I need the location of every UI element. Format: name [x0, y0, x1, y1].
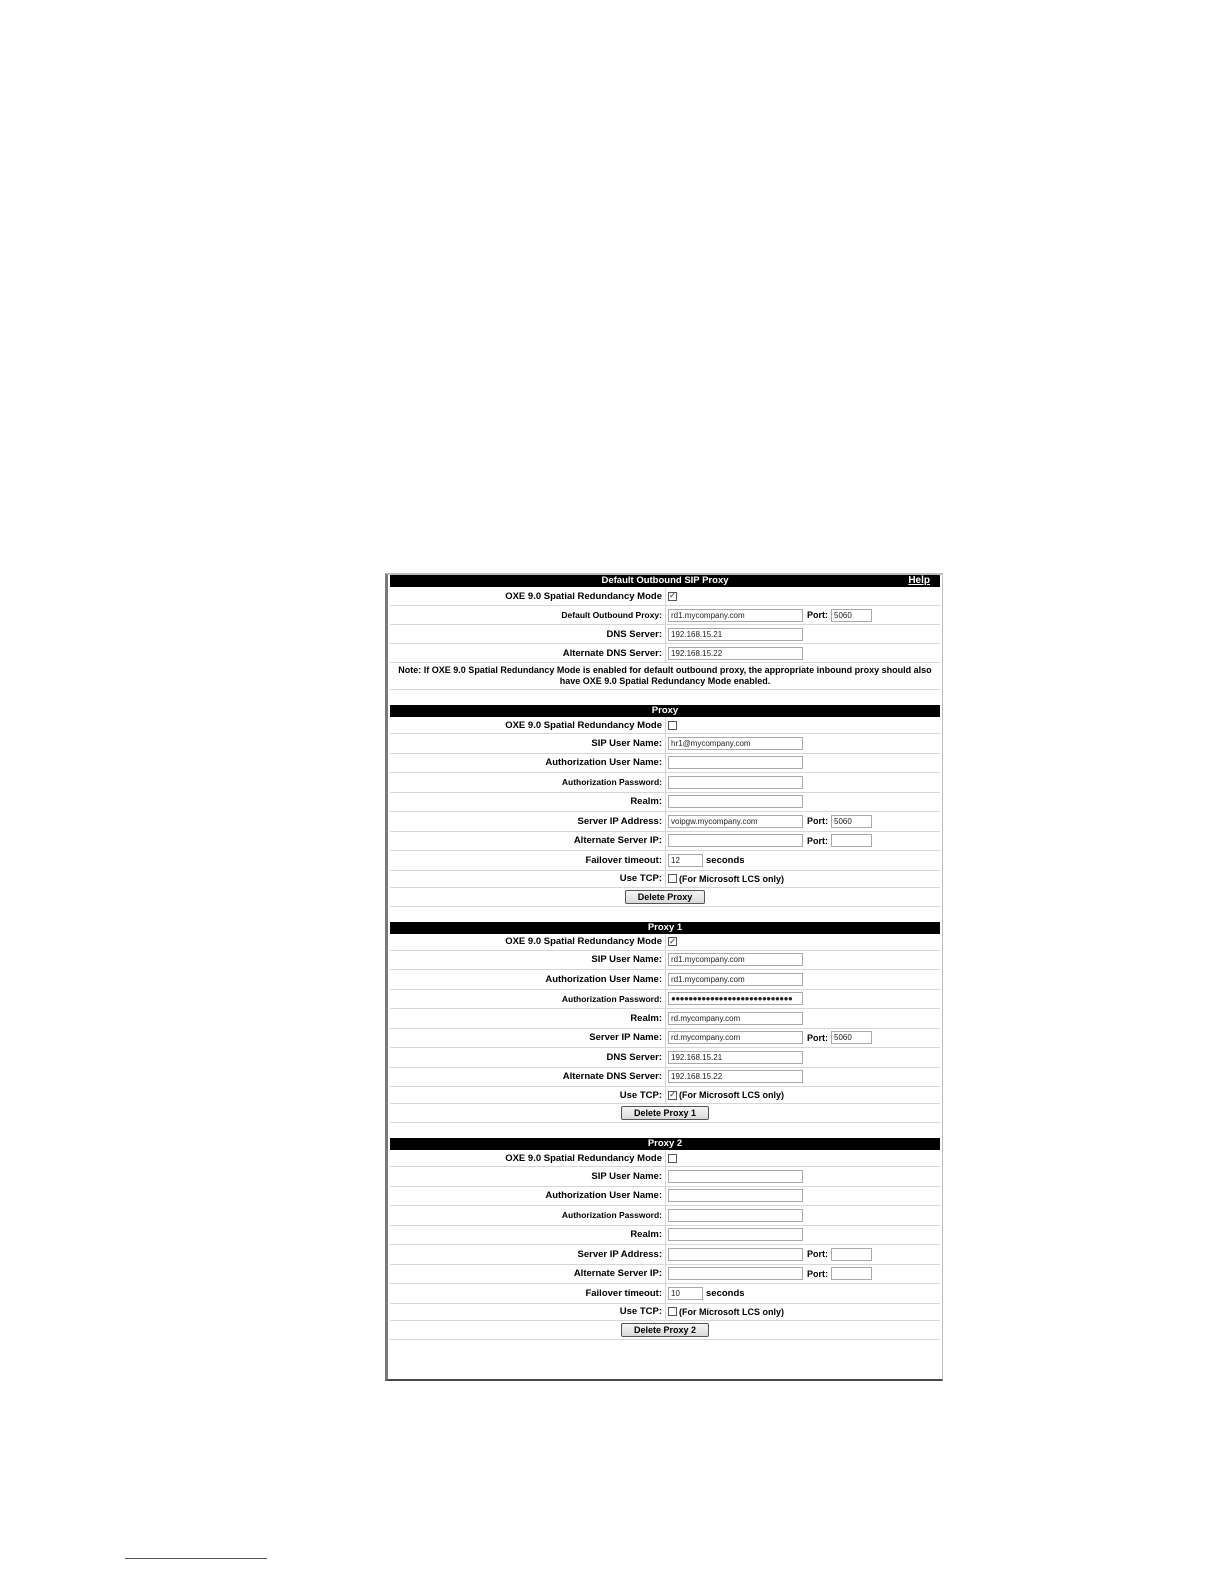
delete-proxy-button[interactable]: Delete Proxy [625, 890, 706, 904]
default-proxy-note: Note: If OXE 9.0 Spatial Redundancy Mode is enabled for default outbound proxy, the appropriate inbound proxy should also have OXE 9.0 Spatial Redundancy Mode enabled. [390, 663, 940, 690]
proxy-port-label: Port: [807, 816, 828, 827]
default-spatial-checkbox[interactable]: ✓ [669, 591, 676, 600]
proxy-auth-pass-input[interactable] [668, 776, 803, 789]
proxy-server-ip-row [390, 812, 940, 832]
proxy2-seconds-label: seconds [706, 1287, 745, 1299]
default-proxy-section [390, 575, 940, 705]
proxy2-tcp-checkbox[interactable] [668, 1307, 677, 1316]
proxy2-server-ip-row [390, 1245, 940, 1265]
proxy2-spatial-checkbox[interactable] [668, 1154, 677, 1163]
sip-proxy-panel [385, 573, 943, 1381]
proxy1-alt-dns-row [390, 1068, 940, 1088]
default-dns-row [390, 625, 940, 644]
proxy-tcp-checkbox[interactable] [668, 874, 677, 883]
proxy1-section [390, 922, 940, 1139]
proxy1-tcp-checkbox[interactable]: ✓ [669, 1090, 676, 1099]
proxy2-tcp-row [390, 1304, 940, 1321]
proxy2-auth-user-input[interactable] [668, 1189, 803, 1202]
proxy1-port-input[interactable]: 5060 [831, 1031, 872, 1044]
proxy-realm-label: Realm: [390, 793, 666, 812]
proxy-alt-server-row [390, 832, 940, 852]
proxy2-sip-user-input[interactable] [668, 1170, 803, 1183]
proxy-server-ip-label: Server IP Address: [390, 812, 666, 831]
default-proxy-header [390, 575, 940, 587]
proxy1-alt-dns-label: Alternate DNS Server: [390, 1068, 666, 1087]
proxy2-auth-pass-label: Authorization Password: [390, 1206, 666, 1225]
proxy1-auth-user-row [390, 970, 940, 990]
proxy2-spatial-row [390, 1150, 940, 1167]
proxy-auth-pass-label: Authorization Password: [390, 773, 666, 792]
proxy1-server-ip-input[interactable]: rd.mycompany.com [668, 1031, 803, 1044]
proxy1-auth-user-input[interactable]: rd1.mycompany.com [668, 973, 803, 986]
proxy-alt-server-input[interactable] [668, 834, 803, 847]
proxy1-header: Proxy 1 [390, 922, 940, 934]
proxy-spatial-row [390, 717, 940, 734]
default-proxy-title: Default Outbound SIP Proxy [601, 575, 729, 586]
proxy-sip-user-label: SIP User Name: [390, 734, 666, 753]
proxy1-server-ip-label: Server IP Name: [390, 1029, 666, 1048]
proxy2-alt-server-row [390, 1265, 940, 1285]
proxy2-auth-user-row [390, 1187, 940, 1207]
default-outbound-input[interactable]: rd1.mycompany.com [668, 609, 803, 622]
proxy-tcp-label: Use TCP: [390, 871, 666, 887]
proxy-section [390, 705, 940, 922]
proxy1-alt-dns-input[interactable]: 192.168.15.22 [668, 1070, 803, 1083]
proxy1-tcp-note: (For Microsoft LCS only) [679, 1090, 784, 1100]
proxy-failover-label: Failover timeout: [390, 851, 666, 870]
proxy1-spatial-label: OXE 9.0 Spatial Redundancy Mode [390, 934, 666, 950]
proxy1-tcp-label: Use TCP: [390, 1087, 666, 1103]
proxy-alt-port-label: Port: [807, 835, 828, 846]
proxy-seconds-label: seconds [706, 854, 745, 866]
proxy2-spatial-label: OXE 9.0 Spatial Redundancy Mode [390, 1150, 666, 1166]
default-alt-dns-label: Alternate DNS Server: [390, 644, 666, 662]
proxy-spatial-label: OXE 9.0 Spatial Redundancy Mode [390, 717, 666, 733]
default-alt-dns-input[interactable]: 192.168.15.22 [668, 647, 803, 660]
proxy2-server-ip-input[interactable] [668, 1248, 803, 1261]
proxy1-sip-user-label: SIP User Name: [390, 951, 666, 970]
proxy2-auth-user-label: Authorization User Name: [390, 1187, 666, 1206]
proxy2-alt-port-label: Port: [807, 1268, 828, 1279]
proxy-sip-user-row [390, 734, 940, 754]
proxy-auth-user-input[interactable] [668, 756, 803, 769]
proxy1-server-ip-row [390, 1029, 940, 1049]
proxy2-realm-row [390, 1226, 940, 1246]
proxy1-auth-pass-input[interactable]: ●●●●●●●●●●●●●●●●●●●●●●●●●●●● [668, 992, 803, 1005]
default-alt-dns-row [390, 644, 940, 663]
proxy2-tcp-note: (For Microsoft LCS only) [679, 1306, 784, 1317]
proxy-auth-user-label: Authorization User Name: [390, 754, 666, 773]
default-dns-label: DNS Server: [390, 625, 666, 643]
help-link[interactable]: Help [908, 575, 930, 586]
proxy-alt-server-label: Alternate Server IP: [390, 832, 666, 851]
proxy2-realm-label: Realm: [390, 1226, 666, 1245]
proxy-port-input[interactable]: 5060 [831, 815, 872, 828]
proxy1-tcp-row [390, 1087, 940, 1104]
proxy-spatial-checkbox[interactable] [668, 721, 677, 730]
proxy2-alt-server-input[interactable] [668, 1267, 803, 1280]
proxy-realm-input[interactable] [668, 795, 803, 808]
proxy1-sip-user-row [390, 951, 940, 971]
proxy-header: Proxy [390, 705, 940, 717]
proxy1-dns-label: DNS Server: [390, 1048, 666, 1067]
proxy-tcp-note: (For Microsoft LCS only) [679, 873, 784, 884]
delete-proxy1-button[interactable]: Delete Proxy 1 [621, 1106, 709, 1120]
proxy1-auth-pass-label: Authorization Password: [390, 990, 666, 1009]
proxy1-delete-row [390, 1104, 940, 1123]
default-spatial-label: OXE 9.0 Spatial Redundancy Mode [390, 587, 666, 605]
proxy1-spatial-row [390, 934, 940, 951]
proxy2-tcp-label: Use TCP: [390, 1304, 666, 1320]
proxy-server-ip-input[interactable]: voipgw.mycompany.com [668, 815, 803, 828]
proxy2-auth-pass-row [390, 1206, 940, 1226]
proxy2-failover-input[interactable]: 10 [668, 1287, 703, 1300]
proxy-tcp-row [390, 871, 940, 888]
default-port-label: Port: [807, 610, 828, 620]
proxy-failover-input[interactable]: 12 [668, 854, 703, 867]
proxy2-alt-port-input[interactable] [831, 1267, 872, 1280]
proxy1-sip-user-input[interactable]: rd1.mycompany.com [668, 953, 803, 966]
proxy-realm-row [390, 793, 940, 813]
proxy1-realm-label: Realm: [390, 1009, 666, 1028]
delete-proxy2-button[interactable]: Delete Proxy 2 [621, 1323, 709, 1337]
proxy-delete-row [390, 888, 940, 907]
proxy2-delete-row [390, 1321, 940, 1340]
proxy2-failover-row [390, 1284, 940, 1304]
proxy2-failover-label: Failover timeout: [390, 1284, 666, 1303]
proxy1-spatial-checkbox[interactable]: ✓ [669, 936, 676, 946]
proxy1-port-label: Port: [807, 1032, 828, 1043]
proxy-sip-user-input[interactable]: hr1@mycompany.com [668, 737, 803, 750]
proxy-failover-row [390, 851, 940, 871]
proxy1-realm-row [390, 1009, 940, 1029]
proxy1-dns-row [390, 1048, 940, 1068]
proxy2-server-ip-label: Server IP Address: [390, 1245, 666, 1264]
proxy1-auth-user-label: Authorization User Name: [390, 970, 666, 989]
proxy2-realm-input[interactable] [668, 1228, 803, 1241]
default-spatial-row [390, 587, 940, 606]
proxy2-port-input[interactable] [831, 1248, 872, 1261]
proxy1-dns-input[interactable]: 192.168.15.21 [668, 1051, 803, 1064]
proxy2-port-label: Port: [807, 1249, 828, 1260]
default-outbound-label: Default Outbound Proxy: [390, 606, 666, 624]
default-port-input[interactable]: 5060 [831, 609, 872, 622]
proxy1-realm-input[interactable]: rd.mycompany.com [668, 1012, 803, 1025]
proxy2-auth-pass-input[interactable] [668, 1209, 803, 1222]
footnote-separator [125, 1558, 267, 1559]
proxy2-sip-user-label: SIP User Name: [390, 1167, 666, 1186]
proxy-auth-user-row [390, 754, 940, 774]
default-dns-input[interactable]: 192.168.15.21 [668, 628, 803, 641]
proxy2-sip-user-row [390, 1167, 940, 1187]
proxy-alt-port-input[interactable] [831, 834, 872, 847]
proxy2-header: Proxy 2 [390, 1138, 940, 1150]
proxy-auth-pass-row [390, 773, 940, 793]
proxy2-alt-server-label: Alternate Server IP: [390, 1265, 666, 1284]
proxy2-section [390, 1138, 940, 1340]
proxy1-auth-pass-row [390, 990, 940, 1010]
default-outbound-row [390, 606, 940, 625]
